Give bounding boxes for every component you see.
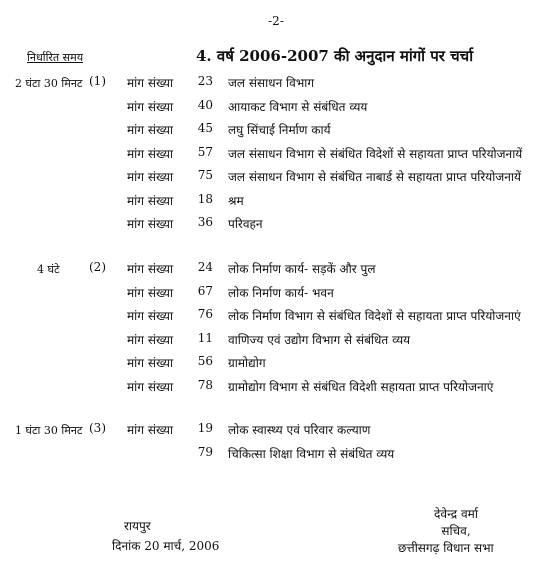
- demand-number: 78: [197, 377, 213, 392]
- demand-number: 79: [197, 444, 213, 459]
- demand-label: मांग संख्या: [127, 356, 174, 370]
- footer-place: रायपुर: [124, 519, 151, 533]
- demand-subject: वाणिज्य एवं उद्योग विभाग से संबंधित व्यय: [228, 332, 411, 347]
- demand-subject: जल संसाधन विभाग से संबंधित विदेशों से सहायता प्राप्त परियोजनायें: [228, 146, 523, 161]
- group-time: 2 घंटा 30 मिनट: [15, 77, 83, 90]
- demand-label: मांग संख्या: [127, 309, 174, 323]
- demand-subject: लोक निर्माण कार्य- भवन: [228, 285, 334, 300]
- demand-label: मांग संख्या: [127, 99, 174, 114]
- demand-subject: आयाकट विभाग से संबंधित व्यय: [228, 99, 368, 114]
- demand-number: 11: [197, 330, 213, 345]
- group-number: (2): [89, 260, 106, 274]
- demand-subject: ग्रामोद्योग: [228, 356, 266, 370]
- demand-label: मांग संख्या: [127, 217, 174, 231]
- demand-label: मांग संख्या: [127, 332, 174, 347]
- section-title: 4. वर्ष 2006-2007 की अनुदान मांगों पर चर्चा: [196, 47, 474, 65]
- demand-subject: लोक निर्माण विभाग से संबंधित विदेशों से सहायता प्राप्त परियोजनाएं: [228, 309, 521, 323]
- demand-label: मांग संख्या: [127, 379, 174, 394]
- group-number: (3): [89, 421, 106, 435]
- demand-label: मांग संख्या: [127, 76, 174, 90]
- demand-label: मांग संख्या: [127, 423, 174, 437]
- demand-label: मांग संख्या: [127, 193, 174, 208]
- signatory-name: देवेन्द्र वर्मा: [434, 507, 478, 521]
- demand-label: मांग संख्या: [127, 170, 174, 184]
- demand-number: 67: [197, 283, 213, 298]
- demand-subject: जल संसाधन विभाग से संबंधित नाबार्ड से सहायता प्राप्त परियोजनायें: [228, 170, 521, 184]
- group-number: (1): [89, 74, 106, 88]
- demand-label: मांग संख्या: [127, 146, 174, 161]
- footer-date: दिनांक 20 मार्च, 2006: [112, 539, 220, 553]
- demand-subject: जल संसाधन विभाग: [228, 76, 315, 90]
- demand-number: 23: [197, 74, 213, 88]
- demand-number: 45: [197, 121, 213, 135]
- time-column-header: निर्धारित समय: [27, 51, 84, 64]
- demand-number: 76: [197, 307, 213, 321]
- demand-number: 57: [197, 144, 213, 159]
- group-time: 4 घंटे: [37, 263, 60, 276]
- demand-number: 19: [197, 421, 213, 435]
- demand-subject: लघु सिंचाई निर्माण कार्य: [228, 123, 331, 137]
- demand-number: 18: [197, 191, 213, 206]
- group-time: 1 घंटा 30 मिनट: [15, 424, 83, 437]
- demand-label: मांग संख्या: [127, 123, 174, 137]
- demand-subject: चिकित्सा शिक्षा विभाग से संबंधित व्यय: [228, 446, 395, 461]
- demand-number: 24: [197, 260, 213, 274]
- signatory-title: सचिव,: [441, 524, 471, 538]
- demand-label: मांग संख्या: [127, 285, 174, 300]
- demand-number: 40: [197, 97, 213, 112]
- demand-label: मांग संख्या: [127, 262, 174, 276]
- page-number: -2-: [268, 14, 284, 28]
- demand-subject: ग्रामोद्योग विभाग से संबंधित विदेशी सहायता प्राप्त परियोजनाएं: [228, 379, 494, 394]
- demand-number: 75: [197, 168, 213, 182]
- demand-subject: लोक स्वास्थ्य एवं परिवार कल्याण: [228, 423, 371, 437]
- signatory-org: छत्तीसगढ़ विधान सभा: [398, 541, 494, 555]
- demand-number: 56: [197, 354, 213, 368]
- demand-subject: परिवहन: [228, 217, 263, 231]
- demand-number: 36: [197, 215, 213, 229]
- demand-subject: लोक निर्माण कार्य- सड़कें और पुल: [228, 262, 376, 276]
- demand-subject: श्रम: [228, 193, 244, 208]
